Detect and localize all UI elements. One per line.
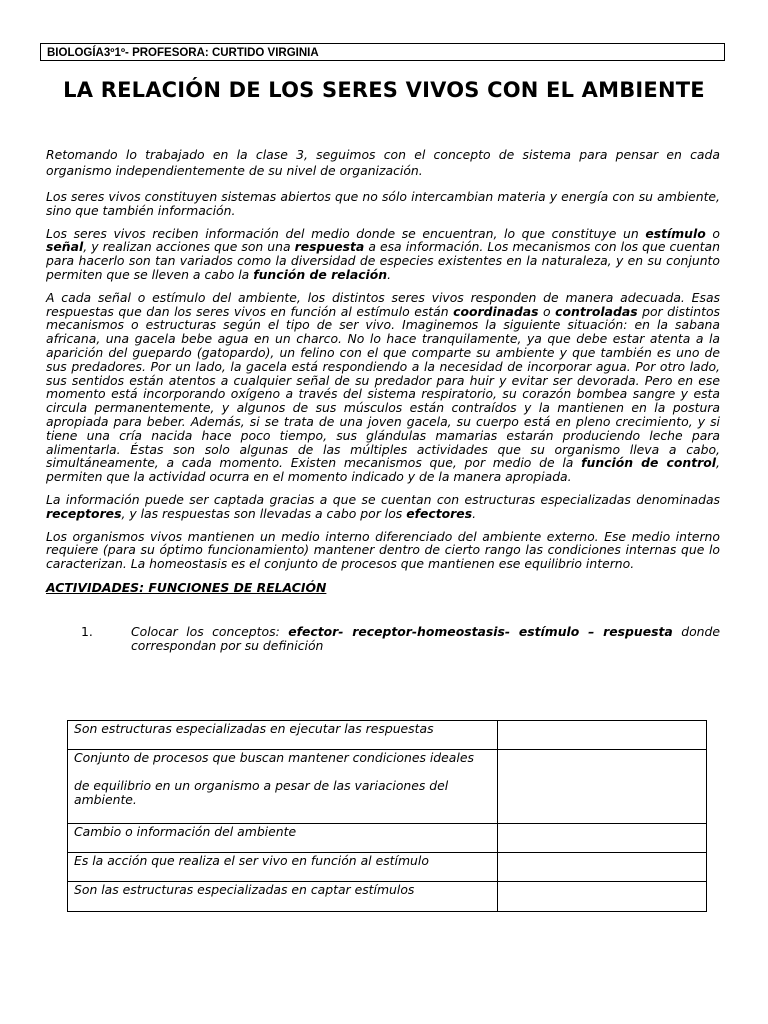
text-run: o — [705, 225, 720, 241]
answer-cell[interactable] — [498, 750, 707, 824]
text-run: . — [472, 505, 477, 521]
paragraph-gazelle-example — [46, 291, 720, 484]
definitions-table — [67, 720, 707, 912]
text-run: a esa información. Los mecanismos con los que cuentan para hacerlo son tan variados como la diversidad de especies existentes en la naturaleza, y en su conjunto permiten que se lleven a cabo la — [46, 239, 720, 282]
term-controladas: controladas — [555, 303, 638, 319]
text-run: por distintos mecanismos o estructuras según el tipo de ser vivo. Imaginemos la siguiente situación: en la sabana africana, una gacela bebe agua en un charco. No lo hace tranquilamente, ya que debe estar atenta a la aparición del guepardo (gatopardo), un felino con el que comparte su ambiente y que también es uno de sus predadores. Por un lado, la gacela está respondiendo a la necesidad de incorporar agua. Por otro lado, sus sentidos están atentos a cualquier señal de su predador para huir y evitar ser devorada. Pero en ese momento está incorporando oxígeno a través del sistema respiratorio, su corazón bombea sangre y esta circula permanentemente, y algunos de sus músculos están contraídos y la mantienen en la postura apropiada para beber. Además, si se trata de una joven gacela, su cuerpo está en pleno crecimiento, y si tiene una cría nacida hace poco tiempo, sus glándulas mamarias estarán produciendo leche para alimentarla. Éstas son solo algunas de las múltiples actividades que su organismo lleva a cabo, simultáneamente, a cada momento. Existen mecanismos que, por medio de la — [46, 303, 720, 471]
term-receptores: receptores — [46, 505, 122, 521]
term-efectores: efectores — [406, 505, 473, 521]
definition-line: de equilibrio en un organismo a pesar de las variaciones del ambiente. — [74, 778, 449, 807]
text-run: , y las respuestas son llevadas a cabo por los — [121, 505, 407, 521]
definition-cell: Cambio o información del ambiente — [68, 824, 498, 853]
text-run: . — [387, 266, 392, 282]
answer-cell[interactable] — [498, 721, 707, 750]
definition-cell — [68, 750, 498, 824]
text-run: A cada señal o estímulo del ambiente, los distintos seres vivos responden de manera adecuada. Esas respuestas que dan los seres vivos en función al estímulo están — [46, 289, 720, 319]
term-funcion-relacion: función de relación — [253, 266, 388, 282]
definition-cell: Es la acción que realiza el ser vivo en función al estímulo — [68, 853, 498, 882]
definition-cell: Son estructuras especializadas en ejecutar las respuestas — [68, 721, 498, 750]
text-run: Los seres vivos reciben información del medio donde se encuentran, lo que constituye un — [46, 225, 646, 241]
answer-cell[interactable] — [498, 824, 707, 853]
answer-cell[interactable] — [498, 853, 707, 882]
activities-heading: ACTIVIDADES: FUNCIONES DE RELACIÓN — [46, 579, 327, 595]
text-run: Colocar los conceptos: — [131, 623, 289, 639]
document-header: BIOLOGÍA3º1º- PROFESORA: CURTIDO VIRGINIA — [40, 43, 725, 61]
table-row — [68, 882, 707, 912]
text-run: , y realizan acciones que son una — [83, 239, 295, 255]
document-body — [46, 147, 720, 652]
table-row — [68, 721, 707, 750]
term-funcion-control: función de control — [581, 455, 717, 471]
table-row — [68, 853, 707, 882]
definition-line: Conjunto de procesos que buscan mantener condiciones ideales — [74, 750, 474, 765]
list-item-number: 1. — [81, 623, 93, 639]
text-run: donde correspondan por su definición — [131, 623, 720, 653]
concepts-list: efector- receptor-homeostasis- estímulo – respuesta — [288, 623, 673, 639]
paragraph-receptors — [46, 493, 720, 521]
paragraph-open-systems: Los seres vivos constituyen sistemas abiertos que no sólo intercambian materia y energía con su ambiente, sino que también información. — [46, 189, 720, 218]
text-run: o — [538, 303, 556, 319]
text-run: , permiten que la actividad ocurra en el momento indicado y de la manera apropiada. — [46, 455, 720, 485]
table-row — [68, 824, 707, 853]
list-item — [131, 625, 720, 653]
answer-cell[interactable] — [498, 882, 707, 912]
table-row — [68, 750, 707, 824]
page-title: LA RELACIÓN DE LOS SERES VIVOS CON EL AMBIENTE — [63, 78, 705, 102]
term-senal: señal — [46, 239, 84, 255]
text-run: La información puede ser captada gracias a que se cuentan con estructuras especializadas denominadas — [46, 491, 720, 507]
paragraph-stimulus — [46, 227, 720, 282]
definition-cell: Son las estructuras especializadas en captar estímulos — [68, 882, 498, 912]
term-coordinadas: coordinadas — [453, 303, 539, 319]
term-estimulo: estímulo — [645, 225, 706, 241]
paragraph-homeostasis: Los organismos vivos mantienen un medio interno diferenciado del ambiente externo. Ese medio interno requiere (para su óptimo funcionamiento) mantener dentro de cierto rango las condiciones internas que lo caracterizan. La homeostasis es el conjunto de procesos que mantienen ese equilibrio interno. — [46, 528, 720, 572]
paragraph-intro: Retomando lo trabajado en la clase 3, seguimos con el concepto de sistema para pensar en cada organismo independientemente de su nivel de organización. — [46, 147, 720, 178]
term-respuesta: respuesta — [294, 239, 365, 255]
activity-list — [46, 625, 720, 653]
